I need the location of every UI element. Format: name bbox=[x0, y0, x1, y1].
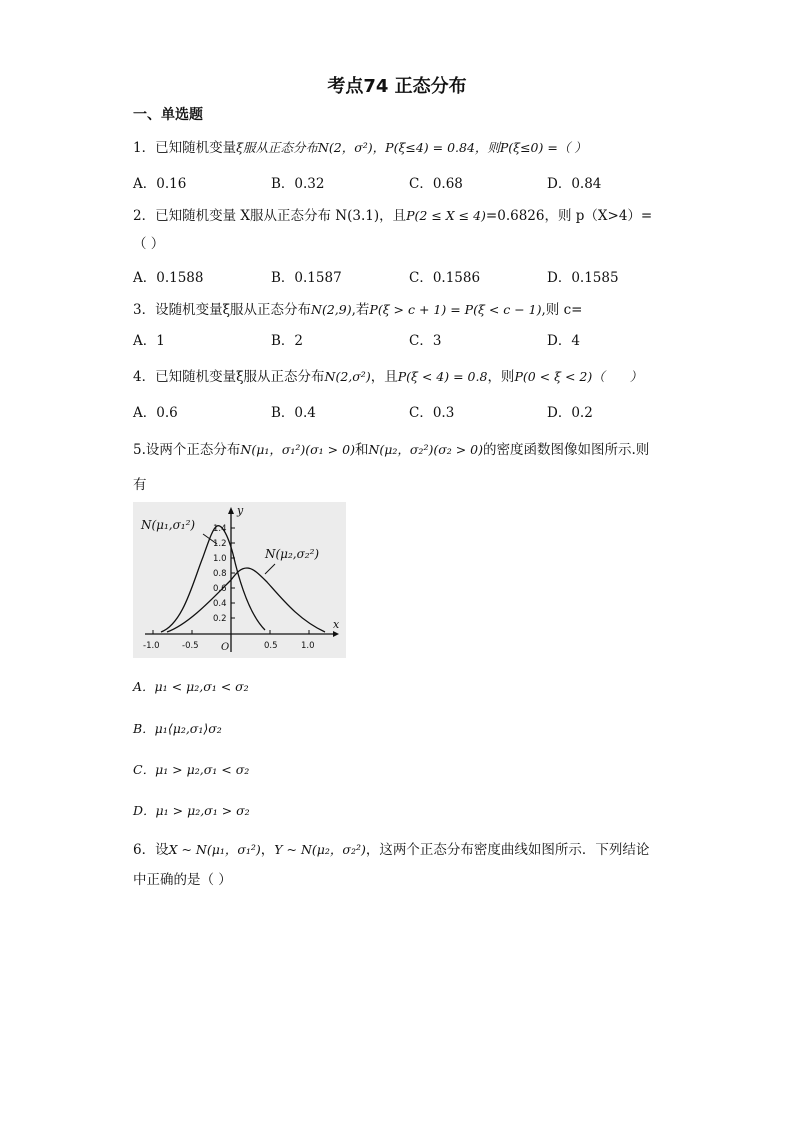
question-5 bbox=[133, 438, 649, 458]
y-tick-label: 0.4 bbox=[213, 599, 227, 609]
q6-text-e: ，这两个正态分布密度曲线如图所示．下列结论 bbox=[365, 842, 650, 858]
curve-label-1: N(μ₁,σ₁²) bbox=[141, 518, 196, 532]
question-4 bbox=[133, 365, 642, 385]
q4-text-a: 4．已知随机变量ξ服从正态分布 bbox=[133, 369, 325, 385]
y-tick-label: 0.8 bbox=[213, 569, 227, 579]
curve-label-2: N(μ₂,σ₂²) bbox=[265, 547, 320, 561]
q3-formula: P(ξ > c + 1) = P(ξ < c − 1) bbox=[369, 302, 542, 317]
q1-text-b: ξ服从正态分布 bbox=[236, 140, 318, 155]
q3-text-a: 3．设随机变量ξ服从正态分布 bbox=[133, 302, 312, 318]
x-tick-label: 1.0 bbox=[301, 641, 315, 651]
x-axis-label: x bbox=[333, 618, 340, 631]
q1-option-d: D．0.84 bbox=[547, 176, 602, 192]
q5-dist-2: N(μ₂，σ₂²)(σ₂ > 0) bbox=[368, 442, 484, 457]
section-heading: 一、单选题 bbox=[133, 107, 203, 123]
q5-text-e: 的密度函数图像如图所示.则 bbox=[483, 442, 650, 458]
q6-text-a: 6．设 bbox=[133, 842, 169, 858]
leader-line-2 bbox=[265, 564, 275, 574]
q1-formula: N(2，σ²)，P(ξ≤4) = 0.84，则P(ξ≤0) =（ ） bbox=[317, 140, 587, 155]
q2-option-b: B．0.1587 bbox=[271, 270, 342, 286]
y-tick-label: 1.4 bbox=[213, 524, 227, 534]
q4-text-e: ，则 bbox=[487, 369, 515, 385]
q6-text-c: ， bbox=[260, 842, 275, 858]
q3-option-c: C．3 bbox=[409, 333, 442, 349]
curve-n2 bbox=[167, 568, 325, 632]
q3-option-a: A．1 bbox=[133, 333, 165, 349]
q2-formula: P(2 ≤ X ≤ 4) bbox=[406, 208, 486, 223]
q2-option-a: A．0.1588 bbox=[133, 270, 204, 286]
q3-text-c: ,若 bbox=[351, 302, 370, 318]
y-axis-label: y bbox=[237, 504, 244, 517]
q5-text-f: 有 bbox=[133, 477, 147, 493]
q4-text-c: ，且 bbox=[370, 369, 398, 385]
page-title: 考点74 正态分布 bbox=[327, 76, 467, 97]
normal-curves-figure bbox=[133, 502, 346, 658]
q3-option-b: B．2 bbox=[271, 333, 304, 349]
question-3 bbox=[133, 298, 582, 318]
origin-label: O bbox=[221, 642, 230, 653]
q6-dist-y: Y ~ N(μ₂，σ₂²) bbox=[274, 842, 366, 857]
question-2 bbox=[133, 204, 652, 224]
q4-formula-2: P(0 < ξ < 2)（ ） bbox=[514, 369, 643, 384]
q2-option-d: D．0.1585 bbox=[547, 270, 619, 286]
q5-text-a: 5.设两个正态分布 bbox=[133, 442, 241, 458]
q2-text-c: =0.6826，则 p（X>4）= bbox=[485, 208, 653, 224]
y-axis-arrow bbox=[228, 507, 234, 514]
question-6 bbox=[133, 838, 649, 858]
q1-option-a: A．0.16 bbox=[133, 176, 187, 192]
q4-option-d: D．0.2 bbox=[547, 405, 593, 421]
q5-text-c: 和 bbox=[354, 442, 369, 458]
q3-text-e: ,则 c= bbox=[541, 302, 583, 318]
q4-option-a: A．0.6 bbox=[133, 405, 178, 421]
q1-text-a: 1．已知随机变量 bbox=[133, 140, 237, 156]
y-tick-label: 0.2 bbox=[213, 614, 227, 624]
q4-dist: N(2,σ²) bbox=[324, 369, 371, 384]
q5-dist-1: N(μ₁，σ₁²)(σ₁ > 0) bbox=[240, 442, 355, 457]
x-tick-label: 0.5 bbox=[264, 641, 278, 651]
q6-dist-x: X ~ N(μ₁，σ₁²) bbox=[168, 842, 261, 857]
q4-formula-1: P(ξ < 4) = 0.8 bbox=[397, 369, 488, 384]
y-tick-label: 1.2 bbox=[213, 539, 227, 549]
q5-option-c: C．μ₁ > μ₂,σ₁ < σ₂ bbox=[133, 762, 250, 777]
x-tick-label: -1.0 bbox=[143, 641, 160, 651]
q5-option-b: B．μ₁⟨μ₂,σ₁⟩σ₂ bbox=[133, 721, 222, 736]
x-tick-label: -0.5 bbox=[182, 641, 199, 651]
q2-option-c: C．0.1586 bbox=[409, 270, 481, 286]
q2-paren: （ ） bbox=[133, 236, 165, 252]
q2-text-a: 2．已知随机变量 X服从正态分布 N(3.1)，且 bbox=[133, 208, 407, 224]
x-axis-arrow bbox=[333, 631, 339, 637]
q1-option-c: C．0.68 bbox=[409, 176, 463, 192]
q4-option-c: C．0.3 bbox=[409, 405, 455, 421]
q3-option-d: D．4 bbox=[547, 333, 580, 349]
q5-option-a: A．μ₁ < μ₂,σ₁ < σ₂ bbox=[133, 679, 249, 694]
q3-dist: N(2,9) bbox=[311, 302, 352, 317]
q1-option-b: B．0.32 bbox=[271, 176, 325, 192]
q6-text-f: 中正确的是（ ） bbox=[133, 872, 232, 888]
y-tick-label: 1.0 bbox=[213, 554, 227, 564]
q5-option-d: D．μ₁ > μ₂,σ₁ > σ₂ bbox=[133, 803, 250, 818]
q4-option-b: B．0.4 bbox=[271, 405, 316, 421]
y-tick-label: 0.6 bbox=[213, 584, 227, 594]
question-1 bbox=[133, 136, 587, 156]
